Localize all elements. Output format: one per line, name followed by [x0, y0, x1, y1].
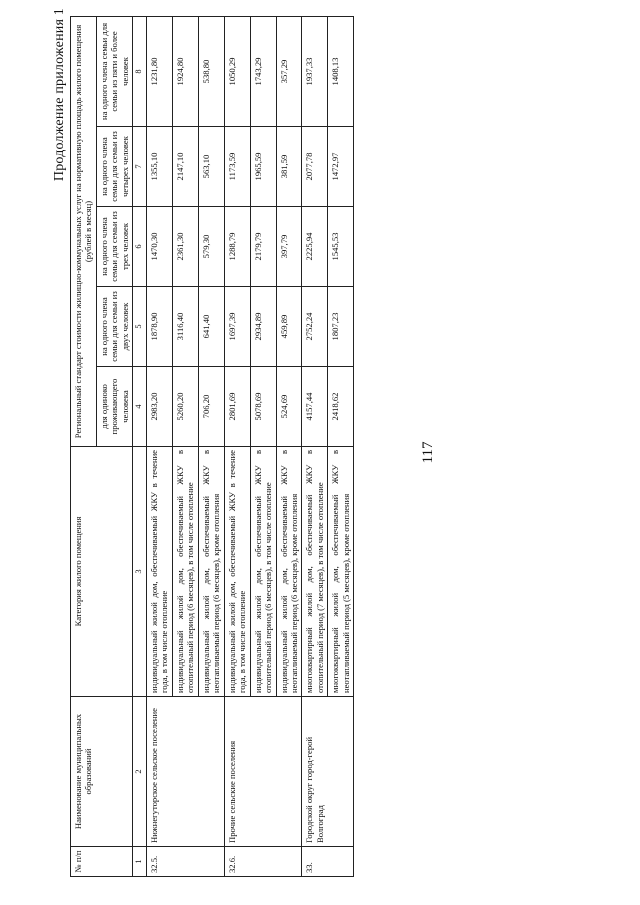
value-cell: 1878,90	[146, 287, 172, 367]
value-cell: 3116,40	[172, 287, 198, 367]
value-cell: 1408,13	[328, 16, 354, 126]
value-cell: 2752,24	[302, 287, 328, 367]
value-cell: 641,40	[198, 287, 224, 367]
colnum: 7	[133, 127, 146, 207]
value-cell: 5260,20	[172, 367, 198, 447]
housing-cost-table	[70, 16, 354, 877]
housing-category: многоквартирный жилой дом, обеспечиваемый ЖКУ в отопительный период (7 месяцев), в том числе отопление	[302, 447, 328, 697]
value-cell: 381,59	[276, 127, 302, 207]
value-cell: 1743,29	[250, 16, 276, 126]
value-cell: 1965,59	[250, 127, 276, 207]
row-number: 32.6.	[224, 847, 302, 877]
header-group-title: Региональный стандарт стоимости жилищно-коммунальных услуг на нормативную площадь жилого помещения (рублей в месяц)	[71, 16, 97, 446]
housing-category: индивидуальный жилой дом, обеспечиваемый ЖКУ в отопительный период (6 месяцев), в том числе отопление	[172, 447, 198, 697]
header-name: Наименование муниципальных образований	[71, 697, 133, 847]
value-cell: 706,20	[198, 367, 224, 447]
value-cell: 2147,10	[172, 127, 198, 207]
header-row-1	[71, 16, 97, 876]
value-cell: 5078,69	[250, 367, 276, 447]
value-cell: 459,89	[276, 287, 302, 367]
header-sub-3: на одного члена семьи для семьи из трех человек	[96, 207, 132, 287]
header-no: № п/п	[71, 847, 133, 877]
value-cell: 1050,29	[224, 16, 250, 126]
value-cell: 397,79	[276, 207, 302, 287]
header-sub-1: для одиноко проживающего человека	[96, 367, 132, 447]
header-sub-5: на одного члена семьи для семьи из пяти и более человек	[96, 16, 132, 126]
colnum: 3	[133, 447, 146, 697]
value-cell: 2801,69	[224, 367, 250, 447]
value-cell: 2934,89	[250, 287, 276, 367]
row-number: 33.	[302, 847, 354, 877]
value-cell: 1288,79	[224, 207, 250, 287]
colnum: 1	[133, 847, 146, 877]
table-row	[224, 16, 250, 876]
value-cell: 2361,30	[172, 207, 198, 287]
value-cell: 579,30	[198, 207, 224, 287]
value-cell: 2418,62	[328, 367, 354, 447]
colnum: 2	[133, 697, 146, 847]
value-cell: 2077,78	[302, 127, 328, 207]
housing-category: многоквартирный жилой дом, обеспечиваемый ЖКУ в неотапливаемый период (5 месяцев), кроме отопления	[328, 447, 354, 697]
header-sub-2: на одного члена семьи для семьи из двух человек	[96, 287, 132, 367]
housing-category: индивидуальный жилой дом, обеспечиваемый ЖКУ в неотапливаемый период (6 месяцев), кроме отопления	[276, 447, 302, 697]
value-cell: 524,69	[276, 367, 302, 447]
value-cell: 538,80	[198, 16, 224, 126]
value-cell: 1807,23	[328, 287, 354, 367]
value-cell: 1470,30	[146, 207, 172, 287]
colnum: 4	[133, 367, 146, 447]
value-cell: 1173,59	[224, 127, 250, 207]
header-category: Категория жилого помещения	[71, 447, 133, 697]
value-cell: 4157,44	[302, 367, 328, 447]
value-cell: 2225,94	[302, 207, 328, 287]
colnum: 6	[133, 207, 146, 287]
housing-category: индивидуальный жилой дом, обеспечиваемый ЖКУ в течение года, в том числе отопление	[224, 447, 250, 697]
table-row	[302, 16, 328, 876]
value-cell: 2179,79	[250, 207, 276, 287]
colnum: 5	[133, 287, 146, 367]
appendix-label: Продолжение приложения 1	[52, 8, 67, 182]
housing-category: индивидуальный жилой дом, обеспечиваемый ЖКУ в неотапливаемый период (6 месяцев), кроме отопления	[198, 447, 224, 697]
municipality-name: Нижнегуторское сельское поселение	[146, 697, 224, 847]
value-cell: 1472,97	[328, 127, 354, 207]
table-row	[146, 16, 172, 876]
value-cell: 2983,20	[146, 367, 172, 447]
value-cell: 563,10	[198, 127, 224, 207]
value-cell: 1355,10	[146, 127, 172, 207]
column-number-row	[133, 16, 146, 876]
municipality-name: Прочие сельские поселения	[224, 697, 302, 847]
value-cell: 357,29	[276, 16, 302, 126]
value-cell: 1231,80	[146, 16, 172, 126]
value-cell: 1697,39	[224, 287, 250, 367]
page-number: 117	[420, 441, 436, 464]
colnum: 8	[133, 16, 146, 126]
municipality-name: Городской округ город-герой Волгоград	[302, 697, 354, 847]
value-cell: 1937,33	[302, 16, 328, 126]
value-cell: 1545,53	[328, 207, 354, 287]
value-cell: 1924,80	[172, 16, 198, 126]
housing-category: индивидуальный жилой дом, обеспечиваемый ЖКУ в течение года, в том числе отопление	[146, 447, 172, 697]
row-number: 32.5.	[146, 847, 224, 877]
header-sub-4: на одного члена семьи для семьи из четырех человек	[96, 127, 132, 207]
housing-category: индивидуальный жилой дом, обеспечиваемый ЖКУ в отопительный период (6 месяцев), в том числе отопление	[250, 447, 276, 697]
